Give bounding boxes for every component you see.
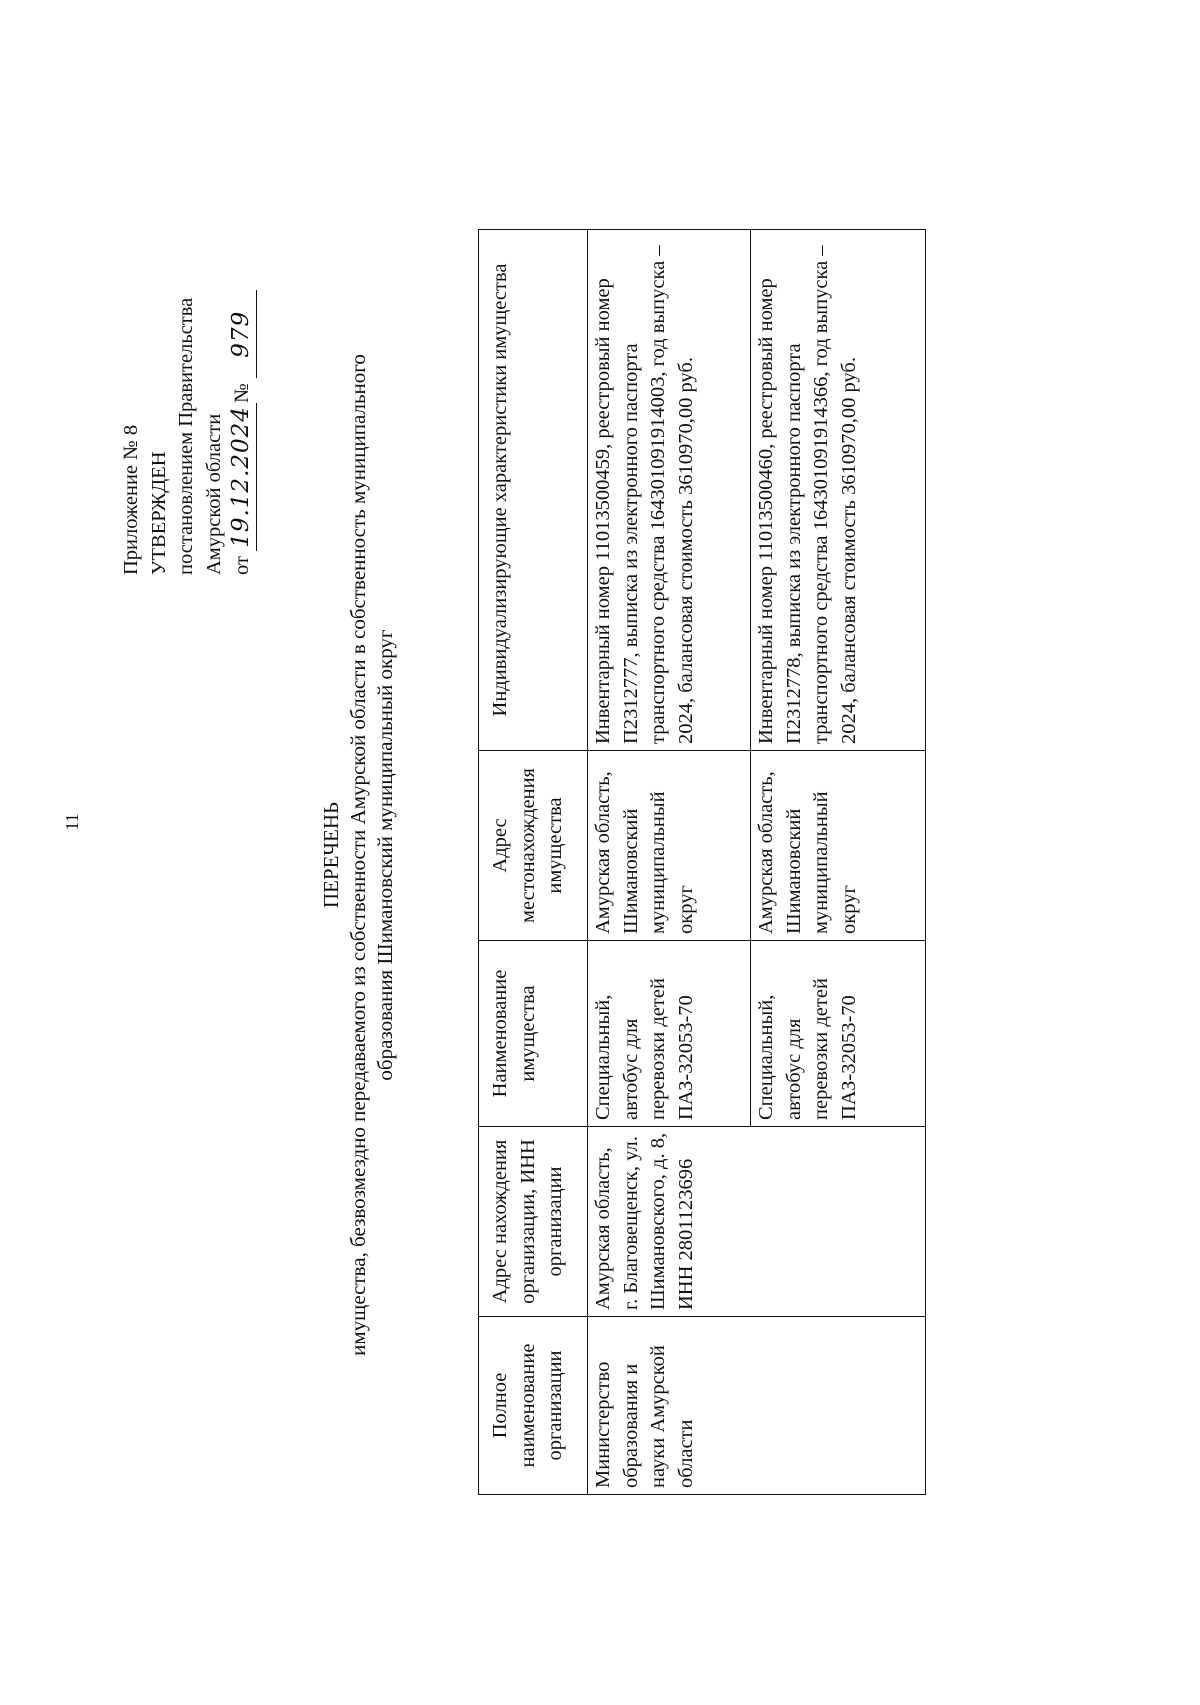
column-header-org-address: Адрес нахождения организации, ИНН организации [479,1127,588,1317]
characteristics-cell: Инвентарный номер 11013500460, реестровый номер П2312778, выписка из электронного паспорта транспортного средства 164301091914366, год выпуска – 2024, балансовая стоимость 3610970,00 руб. [751,230,926,751]
column-header-property-address: Адрес местонахождения имущества [479,751,588,941]
region-label: Амурской области [202,413,225,575]
property-address-cell: Амурская область, Шимановский муниципальный округ [751,751,926,941]
column-header-characteristics: Индивидуализирующие характеристики имущества [479,230,588,751]
table-header-row [479,230,588,1495]
approved-label: УТВЕРЖДЕН [147,451,170,575]
handwritten-number: 979 [228,290,257,378]
org-address-cell: Амурская область, г. Благовещенск, ул. Шимановского, д. 8, ИНН 2801123696 [588,1127,926,1317]
resolution-label: постановлением Правительства [175,297,197,575]
organization-cell: Министерство образования и науки Амурской области [588,1317,926,1495]
characteristics-cell: Инвентарный номер 11013500459, реестровый номер П2312777, выписка из электронного паспорта транспортного средства 164301091914003, год выпуска – 2024, балансовая стоимость 3610970,00 руб. [588,230,751,751]
property-name-cell: Специальный, автобус для перевозки детей ПАЗ-32053-70 [588,941,751,1127]
document-title [318,175,399,1535]
title-heading: ПЕРЕЧЕНЬ [319,801,343,909]
property-address-cell: Амурская область, Шимановский муниципальный округ [588,751,751,941]
handwritten-date: 19.12.2024 [228,403,257,551]
appendix-label: Приложение № 8 [120,424,142,575]
number-sign: № [231,383,253,403]
page-number: 11 [62,813,82,831]
title-line-1: имущества, безвозмездно передаваемого из собственности Амурской области в собственность муниципального [346,354,370,1356]
resolution-date-line [228,290,257,575]
approval-stamp [118,290,257,575]
column-header-property-name: Наименование имущества [479,941,588,1127]
column-header-organization: Полное наименование организации [479,1317,588,1495]
table-row [588,230,751,1495]
from-prefix: от [231,556,253,575]
title-line-2: образования Шимановский муниципальный округ [373,629,397,1081]
property-table [478,229,926,1495]
property-name-cell: Специальный, автобус для перевозки детей ПАЗ-32053-70 [751,941,926,1127]
